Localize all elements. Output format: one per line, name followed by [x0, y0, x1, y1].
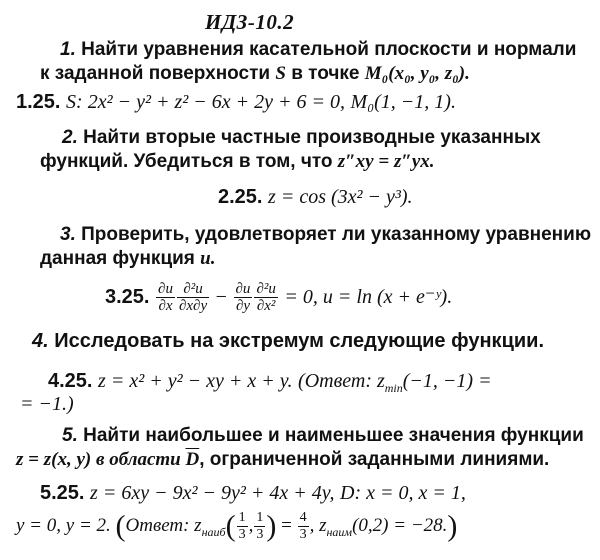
task2-function: z = cos (3x² − y³).: [268, 186, 413, 208]
task5-text-line2b: , ограниченной заданными линиями.: [199, 449, 550, 470]
task1-text-line2b: в точке: [285, 63, 365, 84]
task5-answer-z2: , $z_{наим}$: [309, 515, 353, 539]
task1-line2: [40, 63, 470, 85]
task5-fraction1: $\frac{1}{3}$: [238, 510, 246, 543]
task5-open-paren: (: [115, 509, 126, 543]
task4-text: Исследовать на экстремум следующие функции.: [54, 330, 545, 352]
task1-text-line2a: к заданной поверхности: [40, 63, 276, 84]
task2-line2: [40, 151, 435, 173]
task5-region-symbol: $\overline{D}$: [185, 449, 200, 470]
task2-equality: z″xy = z″yx.: [337, 151, 435, 172]
task5-region-line2: y = 0, y = 2.: [16, 515, 111, 536]
task4-variant: 4.25.: [48, 370, 93, 392]
task3-line1: [60, 224, 591, 246]
task3-fraction1: $\frac{\partial u}{\partial x}$: [158, 281, 173, 315]
task5-inner-close-paren: ): [266, 509, 277, 543]
task3-equation-tail: = 0, u = ln (x + e⁻ʸ).: [284, 286, 453, 308]
task1-line1: [60, 39, 576, 61]
document-title: ИДЗ-10.2: [205, 10, 295, 34]
task1-equation: S: 2x² − y² + z² − 6x + 2y + 6 = 0,: [66, 91, 345, 113]
task1-variant: 1.25.: [16, 91, 61, 113]
task1-surface-symbol: S: [275, 63, 286, 84]
task5-variant: 5.25.: [40, 482, 85, 504]
task3-line2: [40, 248, 216, 270]
task5-number: 5.: [62, 425, 78, 446]
task3-variant: 3.25.: [105, 286, 150, 308]
task4-variant-line: [48, 370, 492, 395]
task3-variant-line: [105, 277, 452, 317]
task5-function: z = 6xy − 9x² − 9y² + 4x + 4y,: [90, 482, 335, 504]
task5-region: D: x = 0, x = 1,: [340, 482, 466, 504]
task5-line2: [16, 449, 549, 471]
task4-answer-line2: = −1.): [20, 393, 74, 415]
task3-number: 3.: [60, 224, 76, 245]
task4-number: 4.: [32, 330, 49, 352]
task3-fraction4: $\frac{\text{∂²u}}{\text{∂x²}}$: [256, 281, 276, 315]
task5-close-paren: ): [447, 509, 458, 543]
task5-inner-open-paren: (: [225, 509, 236, 543]
task4-answer: (Ответ: $z_{min}(-1$, −1) =: [298, 370, 492, 395]
task2-line1: [62, 127, 541, 149]
task3-minus: −: [215, 286, 227, 308]
task3-text-line1: Проверить, удовлетворяет ли указанному уравнению: [81, 224, 592, 245]
task2-number: 2.: [62, 127, 78, 148]
task2-text-line1: Найти вторые частные производные указанных: [83, 127, 541, 148]
task5-fraction2: $\frac{1}{3}$: [256, 510, 264, 543]
task5-variant-line: [40, 482, 466, 504]
task2-variant: 2.25.: [218, 186, 263, 208]
task1-number: 1.: [60, 39, 76, 60]
task5-text-line1: Найти наибольшее и наименьшее значения функции: [83, 425, 584, 446]
task2-text-line2: функций. Убедиться в том, что: [40, 151, 333, 172]
task5-value-fraction: $\frac{4}{3}$: [299, 510, 307, 543]
task1-point: M₀(x₀, y₀, z₀).: [364, 63, 470, 84]
task1-variant-line: [16, 91, 456, 113]
task3-text-line2: данная функция: [40, 248, 195, 269]
task5-answer-line: y = 0, y = 2. (Ответ: $z_{наиб}$( $\frac{1}{3}$ , $\frac{1}{3}$ ) = $\frac{4}{3}$ , $z_{наим}(0,2) = -28$.): [16, 509, 458, 543]
task3-fraction2: $\frac{\text{∂²u}}{\partial x\partial y}$: [178, 281, 208, 315]
task1-given-point: M₀(1, −1, 1).: [350, 91, 456, 113]
task1-text-line1: Найти уравнения касательной плоскости и нормали: [81, 39, 577, 60]
task3-u-symbol: u.: [200, 248, 216, 269]
task3-fraction3: $\frac{\partial u}{\partial y}$: [235, 281, 251, 315]
task4-line1: [32, 330, 544, 352]
task5-answer-label: Ответ: $z_{наиб}$: [125, 515, 226, 539]
task5-answer-tail: (0,2) = −28.: [352, 515, 448, 536]
task2-variant-line: [218, 186, 413, 208]
task5-text-line2a: z = z(x, y) в области: [16, 449, 186, 470]
task4-function: z = x² + y² − xy + x + y.: [98, 370, 293, 392]
task5-line1: [62, 425, 584, 447]
